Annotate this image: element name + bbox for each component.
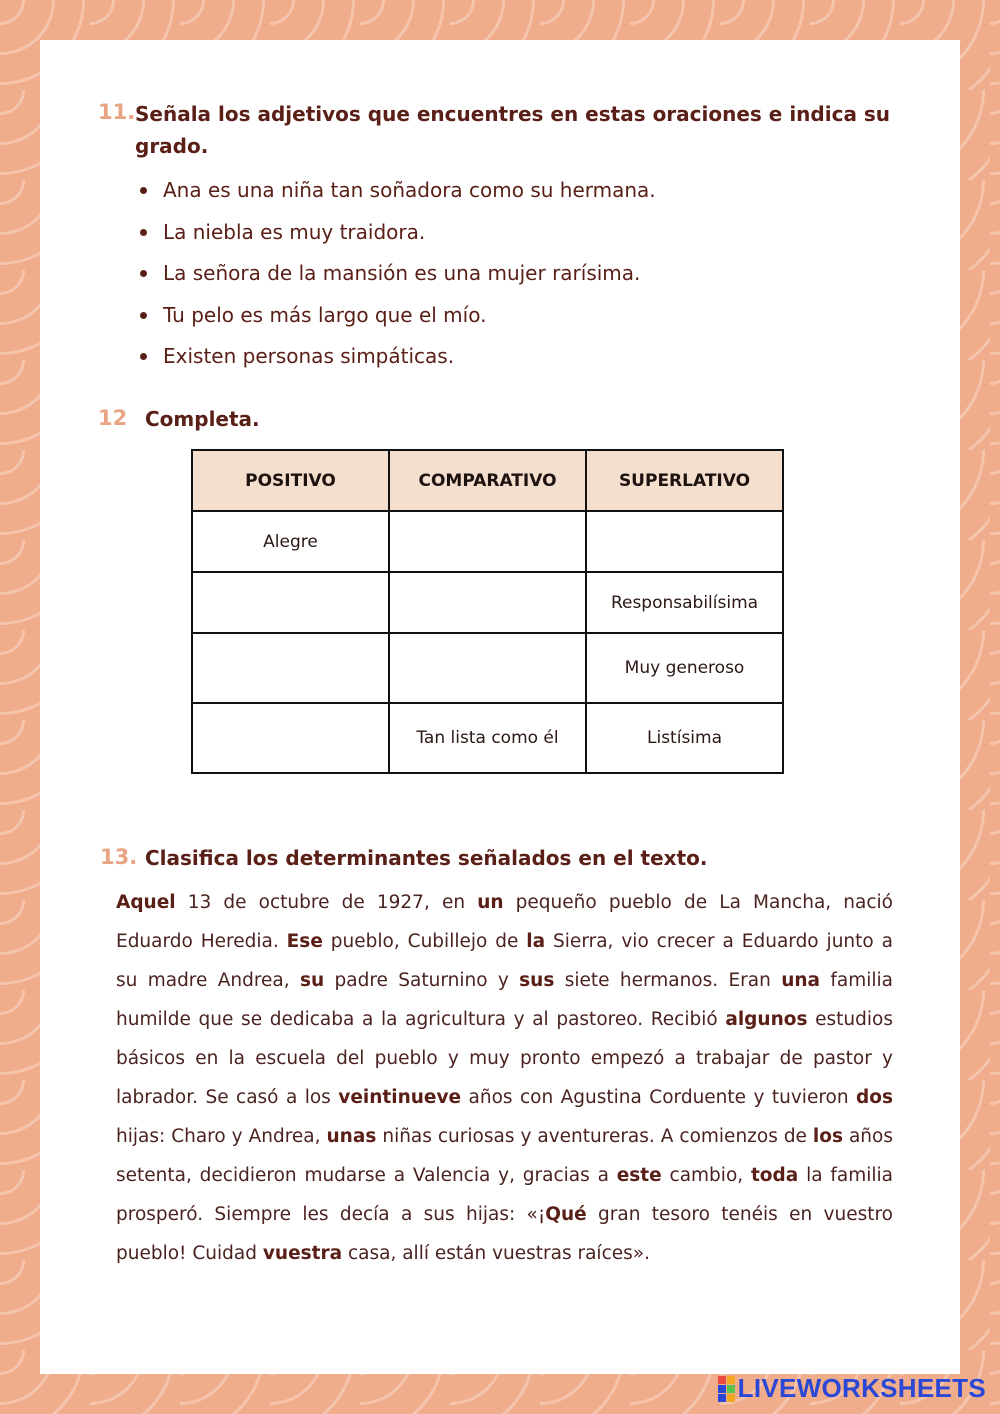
logo-square bbox=[727, 1394, 735, 1402]
text-fragment: años con Agustina Corduente y tuvieron bbox=[461, 1087, 857, 1108]
text-fragment: hijas: Charo y Andrea, bbox=[116, 1126, 327, 1147]
text-fragment: 13 de octubre de 1927, en bbox=[175, 892, 478, 913]
highlighted-determinant: toda bbox=[750, 1165, 799, 1186]
highlighted-determinant: una bbox=[781, 970, 821, 991]
highlighted-determinant: Ese bbox=[286, 931, 323, 952]
table-cell-answer[interactable] bbox=[192, 572, 389, 633]
list-item: Ana es una niña tan soñadora como su hermana. bbox=[140, 172, 656, 214]
text-fragment: gran tesoro tenéis en vuestro pueblo! Cuidad bbox=[116, 1204, 893, 1264]
logo-square bbox=[718, 1376, 726, 1384]
text-fragment: siete hermanos. Eran bbox=[554, 970, 782, 991]
list-item: Tu pelo es más largo que el mío. bbox=[140, 297, 656, 339]
text-fragment: estudios básicos en la escuela del pueblo y muy pronto empezó a trabajar de pastor y labrador. Se casó a los bbox=[116, 1009, 893, 1108]
table-header-superlativo: SUPERLATIVO bbox=[586, 450, 783, 511]
text-fragment: pueblo, Cubillejo de bbox=[322, 931, 527, 952]
highlighted-determinant: Aquel bbox=[116, 892, 176, 913]
liveworksheets-logo-icon bbox=[718, 1376, 735, 1402]
highlighted-determinant: este bbox=[616, 1165, 662, 1186]
question-12-number: 12 bbox=[98, 406, 128, 430]
table-cell: Responsabilísima bbox=[586, 572, 783, 633]
highlighted-determinant: unas bbox=[326, 1126, 377, 1147]
question-13-title: Clasifica los determinantes señalados en el texto. bbox=[145, 846, 708, 870]
table-cell-answer[interactable] bbox=[192, 703, 389, 773]
highlighted-determinant: dos bbox=[856, 1087, 893, 1108]
text-fragment: niñas curiosas y aventureras. A comienzos de bbox=[376, 1126, 813, 1147]
table-cell-answer[interactable] bbox=[389, 633, 586, 703]
highlighted-determinant: sus bbox=[519, 970, 555, 991]
degrees-table bbox=[191, 449, 784, 774]
question-11-title-line1: Señala los adjetivos que encuentres en estas oraciones e indica su bbox=[135, 102, 891, 126]
question-11-title bbox=[135, 98, 890, 162]
highlighted-determinant: los bbox=[812, 1126, 843, 1147]
list-item: Existen personas simpáticas. bbox=[140, 338, 656, 380]
table-cell-answer[interactable] bbox=[586, 511, 783, 572]
highlighted-determinant: Qué bbox=[545, 1204, 587, 1225]
text-fragment: pequeño pueblo de La Mancha, nació Eduardo Heredia. bbox=[116, 892, 893, 952]
logo-square bbox=[727, 1385, 735, 1393]
determinants-text bbox=[116, 883, 893, 1273]
text-fragment: padre Saturnino y bbox=[324, 970, 520, 991]
logo-square bbox=[718, 1394, 726, 1402]
list-item: La niebla es muy traidora. bbox=[140, 214, 656, 256]
text-fragment: casa, allí están vuestras raíces». bbox=[342, 1243, 650, 1264]
question-11-title-line2: grado. bbox=[135, 134, 209, 158]
table-cell-answer[interactable] bbox=[192, 633, 389, 703]
highlighted-determinant: su bbox=[300, 970, 325, 991]
highlighted-determinant: veintinueve bbox=[338, 1087, 462, 1108]
table-header-comparativo: COMPARATIVO bbox=[389, 450, 586, 511]
table-row bbox=[192, 511, 783, 572]
liveworksheets-logo bbox=[718, 1373, 986, 1404]
text-fragment: la familia prosperó. Siempre les decía a sus hijas: «¡ bbox=[116, 1165, 893, 1225]
logo-square bbox=[727, 1376, 735, 1384]
text-fragment: años setenta, decidieron mudarse a Valencia y, gracias a bbox=[116, 1126, 893, 1186]
table-cell: Listísima bbox=[586, 703, 783, 773]
text-fragment: cambio, bbox=[661, 1165, 751, 1186]
table-row bbox=[192, 572, 783, 633]
highlighted-determinant: algunos bbox=[725, 1009, 808, 1030]
liveworksheets-logo-text: LIVEWORKSHEETS bbox=[737, 1373, 986, 1403]
table-row bbox=[192, 633, 783, 703]
question-13-number: 13. bbox=[100, 845, 138, 869]
highlighted-determinant: un bbox=[477, 892, 504, 913]
list-item: La señora de la mansión es una mujer rarísima. bbox=[140, 255, 656, 297]
question-12-title: Completa. bbox=[145, 407, 260, 431]
table-cell: Tan lista como él bbox=[389, 703, 586, 773]
text-fragment: familia humilde que se dedicaba a la agricultura y al pastoreo. Recibió bbox=[116, 970, 893, 1030]
table-cell-answer[interactable] bbox=[389, 511, 586, 572]
highlighted-determinant: vuestra bbox=[262, 1243, 343, 1264]
highlighted-determinant: la bbox=[526, 931, 546, 952]
sentence-list bbox=[140, 172, 656, 380]
table-row bbox=[192, 703, 783, 773]
table-cell: Alegre bbox=[192, 511, 389, 572]
table-cell-answer[interactable] bbox=[389, 572, 586, 633]
text-fragment: Sierra, vio crecer a Eduardo junto a su madre Andrea, bbox=[116, 931, 893, 991]
question-11-number: 11. bbox=[98, 100, 136, 124]
table-cell: Muy generoso bbox=[586, 633, 783, 703]
logo-square bbox=[718, 1385, 726, 1393]
table-header-positivo: POSITIVO bbox=[192, 450, 389, 511]
